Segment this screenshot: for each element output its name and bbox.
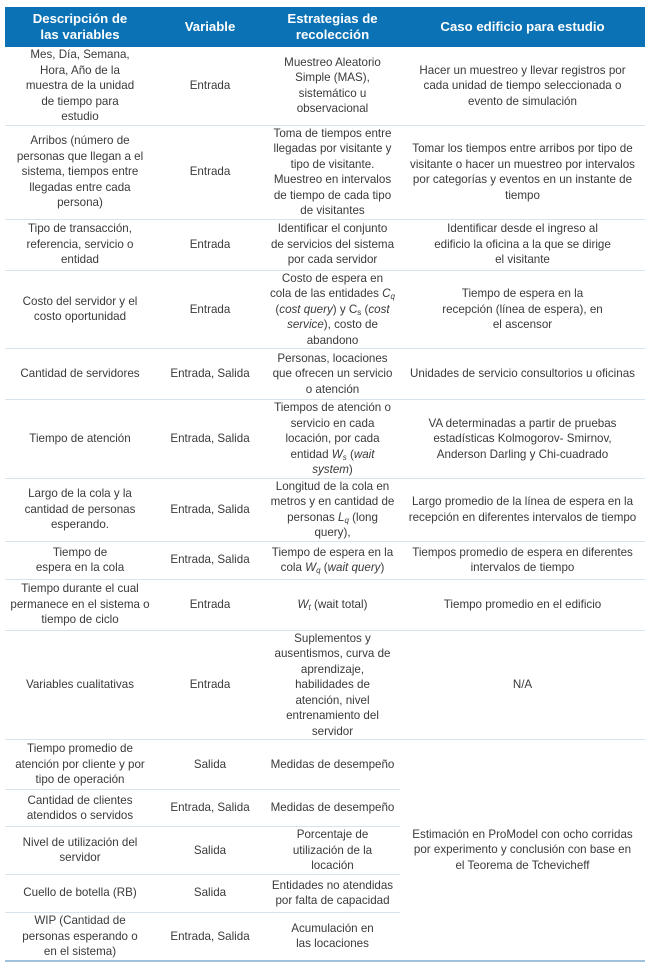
cell-variable: Salida [155,827,265,875]
cell-estrategia: $W_t$ (wait total) [265,579,400,630]
cell-estrategia: Entidades no atendidas por falta de capacidad [265,874,400,912]
cell-estrategia: Acumulación en las locaciones [265,912,400,961]
symbol-cs: $C_s$ [348,302,362,317]
cell-descripcion: Variables cualitativas [5,630,155,740]
cell-variable: Salida [155,874,265,912]
cell-estrategia: Identificar el conjunto de servicios del sistema por cada servidor [265,219,400,270]
cell-estrategia: Toma de tiempos entre llegadas por visitante y tipo de visitante. Muestreo en intervalos de tiempo de cada tipo de visitantes [265,125,400,219]
cell-variable: Entrada [155,219,265,270]
cell-variable: Entrada, Salida [155,790,265,827]
table-row [5,400,645,479]
cell-variable: Entrada, Salida [155,478,265,541]
variables-table [5,7,645,962]
cell-descripcion: Tiempo durante el cual permanece en el sistema o tiempo de ciclo [5,579,155,630]
cell-variable: Entrada, Salida [155,349,265,400]
cell-descripcion: Tiempo de atención [5,400,155,479]
header-row [5,7,645,47]
cell-estrategia: Tiempo de espera en la cola $W_q$ (wait query) [265,541,400,579]
table-row [5,630,645,740]
cell-caso: Identificar desde el ingreso al edificio la oficina a la que se dirige el visitante [400,219,645,270]
cell-variable: Entrada [155,270,265,349]
cell-caso: Largo promedio de la línea de espera en la recepción en diferentes intervalos de tiempo [400,478,645,541]
cell-variable: Entrada, Salida [155,912,265,961]
cell-caso: VA determinadas a partir de pruebas estadísticas Kolmogorov- Smirnov, Anderson Darling y Chi-cuadrado [400,400,645,479]
cell-variable: Entrada, Salida [155,400,265,479]
header-estrategias: Estrategias de recolección [265,7,400,47]
cell-descripcion: Mes, Día, Semana, Hora, Año de la muestra de la unidad de tiempo para estudio [5,47,155,125]
cell-variable: Entrada [155,630,265,740]
cell-variable: Entrada [155,47,265,125]
cell-descripcion: Cantidad de clientes atendidos o servidos [5,790,155,827]
cell-variable: Entrada, Salida [155,541,265,579]
header-descripcion: Descripción de las variables [5,7,155,47]
cell-caso: Tiempo promedio en el edificio [400,579,645,630]
table-row [5,579,645,630]
symbol-lq: $L_q$ [338,510,349,525]
cell-descripcion: WIP (Cantidad de personas esperando o en el sistema) [5,912,155,961]
cell-descripcion: Nivel de utilización del servidor [5,827,155,875]
cell-estrategia: Suplementos y ausentismos, curva de aprendizaje, habilidades de atención, nivel entrenamiento del servidor [265,630,400,740]
table-row [5,219,645,270]
cell-descripcion: Tipo de transacción, referencia, servicio o entidad [5,219,155,270]
cell-caso: Hacer un muestreo y llevar registros por cada unidad de tiempo seleccionada o evento de simulación [400,47,645,125]
cell-caso: N/A [400,630,645,740]
cell-descripcion: Tiempo de espera en la cola [5,541,155,579]
cell-descripcion: Arribos (número de personas que llegan a el sistema, tiempos entre llegadas entre cada persona) [5,125,155,219]
cell-caso: Unidades de servicio consultorios u oficinas [400,349,645,400]
symbol-wt: $W_t$ [297,597,311,612]
cell-caso: Tomar los tiempos entre arribos por tipo de visitante o hacer un muestreo por intervalos por categorías y eventos en un instante de tiempo [400,125,645,219]
variables-table-container [5,7,645,962]
cell-estrategia: Personas, locaciones que ofrecen un servicio o atención [265,349,400,400]
cell-estrategia: Longitud de la cola en metros y en cantidad de personas $L_q$ (long query), [265,478,400,541]
cell-estrategia: Porcentaje de utilización de la locación [265,827,400,875]
cell-variable: Salida [155,740,265,790]
cell-descripcion: Cantidad de servidores [5,349,155,400]
table-row [5,125,645,219]
symbol-wq: $W_q$ [305,561,321,575]
cell-caso: Tiempo de espera en la recepción (línea de espera), en el ascensor [400,270,645,349]
symbol-ws: $W_s$ [331,447,347,462]
table-row [5,740,645,790]
cell-descripcion: Tiempo promedio de atención por cliente y por tipo de operación [5,740,155,790]
cell-estrategia: Tiempos de atención o servicio en cada locación, por cada entidad $W_s$ (wait system) [265,400,400,479]
cell-variable: Entrada [155,579,265,630]
table-row [5,270,645,349]
table-row [5,47,645,125]
cell-estrategia: Medidas de desempeño [265,790,400,827]
cell-descripcion: Cuello de botella (RB) [5,874,155,912]
cell-caso-merged: Estimación en ProModel con ocho corridas por experimento y conclusión con base en el Teorema de Tchevicheff [400,740,645,962]
header-variable: Variable [155,7,265,47]
cell-estrategia: Costo de espera en cola de las entidades $C_q$ (cost query) y $C_s$ (cost service), costo de abandono [265,270,400,349]
cell-estrategia: Muestreo Aleatorio Simple (MAS), sistemático u observacional [265,47,400,125]
symbol-cq: $C_q$ [382,287,395,301]
cell-descripcion: Largo de la cola y la cantidad de personas esperando. [5,478,155,541]
table-row [5,541,645,579]
cell-variable: Entrada [155,125,265,219]
cell-caso: Tiempos promedio de espera en diferentes intervalos de tiempo [400,541,645,579]
cell-estrategia: Medidas de desempeño [265,740,400,790]
table-row [5,478,645,541]
table-row [5,349,645,400]
header-caso: Caso edificio para estudio [400,7,645,47]
cell-descripcion: Costo del servidor y el costo oportunidad [5,270,155,349]
